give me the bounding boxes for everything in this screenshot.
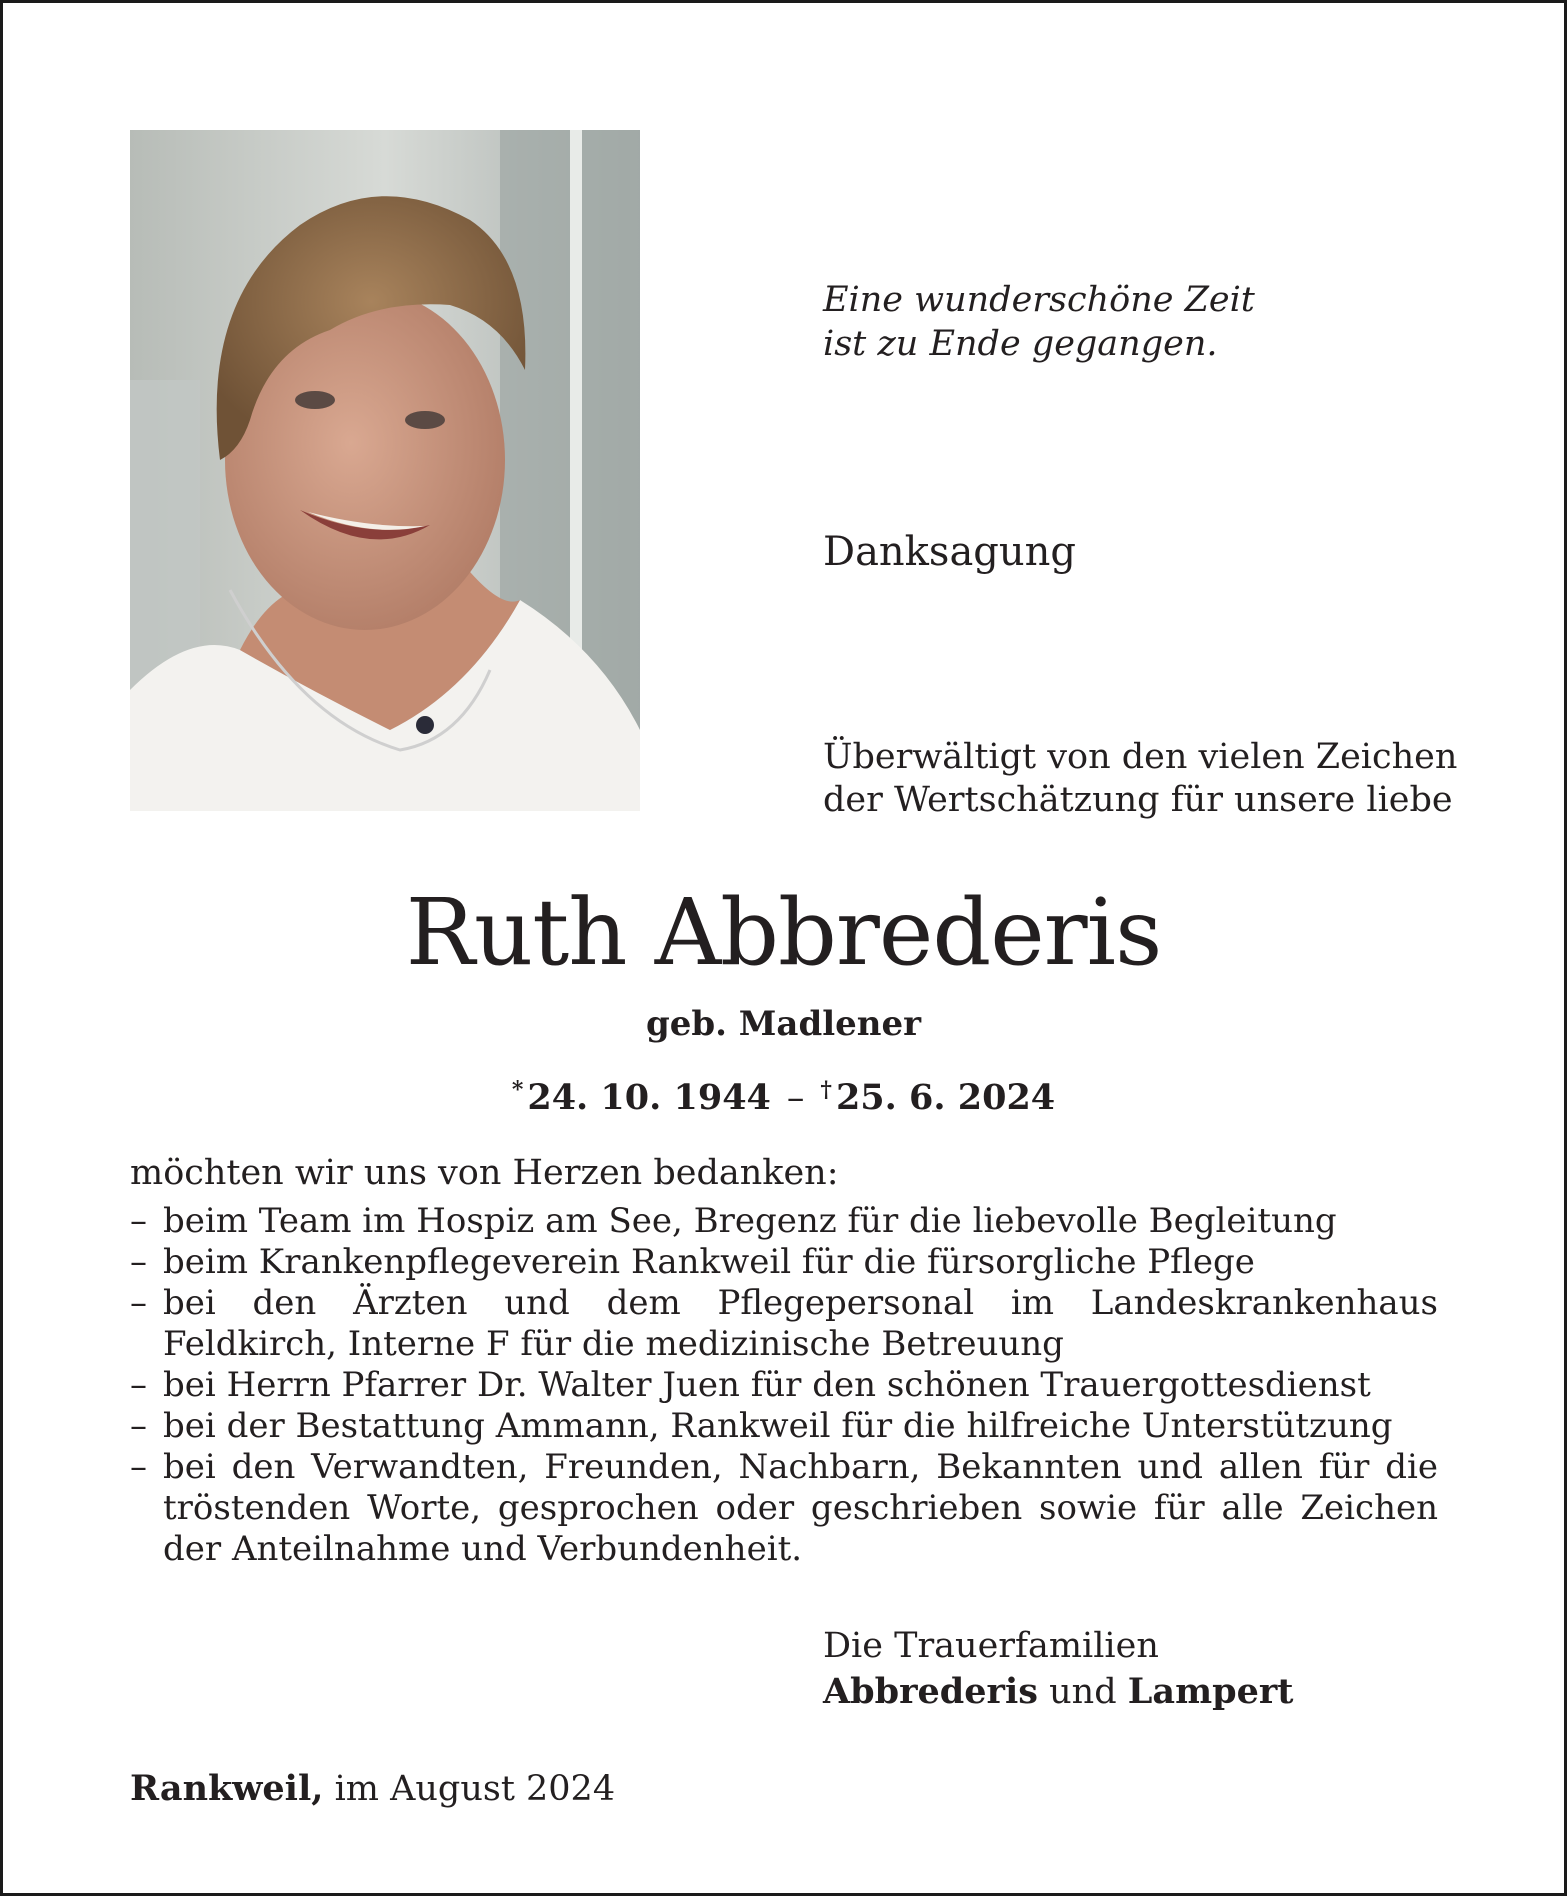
bullet-dash: – — [130, 1365, 147, 1405]
quote-line-1: Eine wunderschöne Zeit — [823, 280, 1255, 320]
quote — [823, 278, 1255, 366]
list-item — [130, 1201, 1438, 1242]
family-names — [823, 1670, 1293, 1714]
death-date: 25. 6. 2024 — [835, 1077, 1056, 1118]
list-item — [130, 1447, 1438, 1570]
deceased-name: Ruth Abbrederis — [405, 879, 1162, 986]
list-item-text: bei den Verwandten, Freunden, Nachbarn, Bekannten und allen für die tröstenden Worte, gesprochen oder geschrieben sowie für alle Zeichen der Anteilnahme und Verbundenheit. — [163, 1447, 1438, 1569]
thanks-intro: möchten wir uns von Herzen bedanken: — [130, 1153, 839, 1193]
place-and-date — [130, 1767, 615, 1811]
list-item — [130, 1365, 1438, 1406]
list-item — [130, 1406, 1438, 1447]
signoff-line: Die Trauerfamilien — [823, 1626, 1159, 1666]
bullet-dash: – — [130, 1201, 147, 1241]
birth-date: 24. 10. 1944 — [527, 1077, 771, 1118]
death-symbol: † — [820, 1077, 832, 1103]
place-town: Rankweil, — [130, 1768, 324, 1809]
portrait-photo — [130, 130, 640, 811]
list-item — [130, 1242, 1438, 1283]
list-item-text: bei Herrn Pfarrer Dr. Walter Juen für den schönen Trauergottesdienst — [163, 1365, 1371, 1405]
bullet-dash: – — [130, 1447, 147, 1487]
birth-symbol: * — [511, 1077, 524, 1103]
bullet-dash: – — [130, 1242, 147, 1282]
quote-line-2: ist zu Ende gegangen. — [823, 324, 1218, 364]
family-name-2: Lampert — [1127, 1671, 1294, 1712]
list-item — [130, 1283, 1438, 1365]
list-item-text: beim Krankenpflegeverein Rankweil für die fürsorgliche Pflege — [163, 1242, 1255, 1282]
thanks-list — [130, 1201, 1438, 1570]
maiden-name: geb. Madlener — [645, 1004, 922, 1044]
intro-line-1: Überwältigt von den vielen Zeichen — [823, 737, 1458, 777]
list-item-text: bei der Bestattung Ammann, Rankweil für die hilfreiche Unterstützung — [163, 1406, 1393, 1446]
date-separator: – — [786, 1078, 805, 1118]
list-item-text: beim Team im Hospiz am See, Bregenz für die liebevolle Begleitung — [163, 1201, 1337, 1241]
intro-text — [823, 736, 1457, 822]
heading-danksagung: Danksagung — [823, 529, 1077, 575]
bullet-dash: – — [130, 1283, 147, 1323]
family-name-1: Abbrederis — [823, 1671, 1038, 1712]
bullet-dash: – — [130, 1406, 147, 1446]
family-connector: und — [1049, 1672, 1117, 1712]
place-date: im August 2024 — [334, 1769, 616, 1809]
life-dates — [0, 1066, 1567, 1122]
intro-line-2: der Wertschätzung für unsere liebe — [823, 780, 1453, 820]
list-item-text: bei den Ärzten und dem Pflegepersonal im Landeskrankenhaus Feldkirch, Interne F für die medizinische Betreuung — [163, 1283, 1438, 1364]
